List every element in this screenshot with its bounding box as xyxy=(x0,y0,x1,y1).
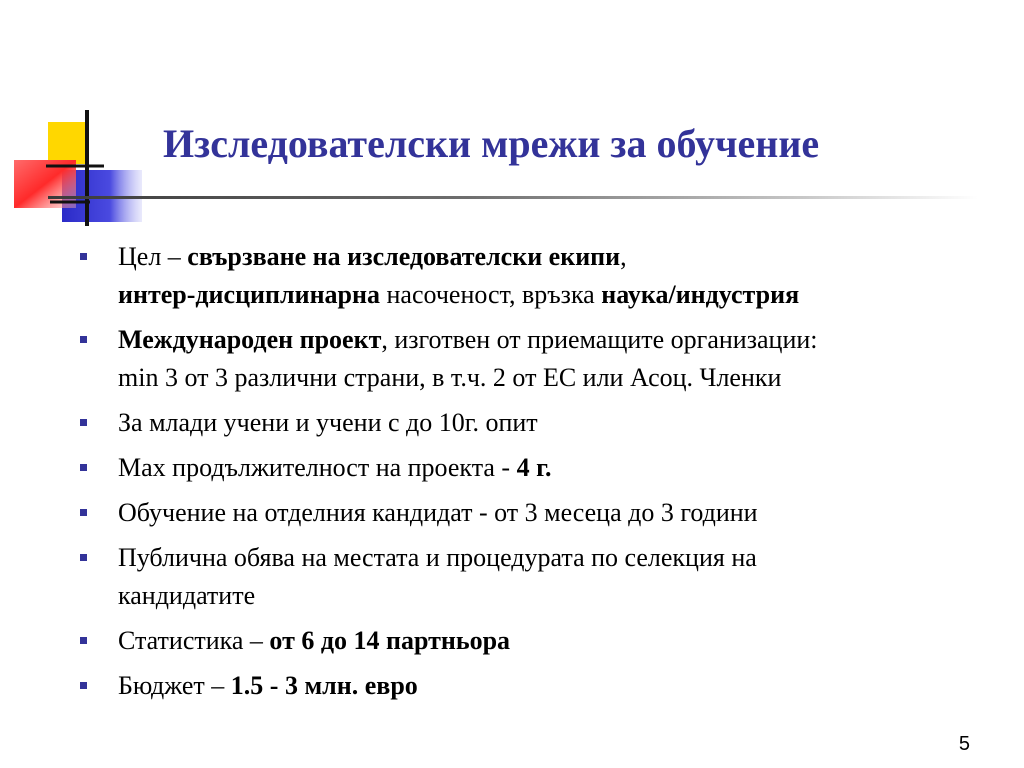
bullet-marker-icon xyxy=(80,509,87,516)
bullet-line xyxy=(118,321,980,359)
bullet-text-bold: наука/индустрия xyxy=(601,280,800,309)
bullet-line xyxy=(118,667,980,705)
bullet-marker-icon xyxy=(80,253,87,260)
bullet-text-bold: интер-дисциплинарна xyxy=(118,280,380,309)
bullet-marker-icon xyxy=(80,682,87,689)
bullet-text: насоченост, връзка xyxy=(380,280,602,309)
bullet-text: Max продължителност на проекта - xyxy=(118,453,517,482)
bullet-item xyxy=(80,449,980,487)
bullet-text: Обучение на отделния кандидат - от 3 месеца до 3 години xyxy=(118,498,758,527)
bullet-text: За млади учени и учени с до 10г. опит xyxy=(118,408,538,437)
bullet-text-bold: 1.5 - 3 млн. евро xyxy=(230,671,418,700)
slide-title: Изследователски мрежи за обучение xyxy=(163,121,820,166)
bullet-item xyxy=(80,494,980,532)
bullet-line xyxy=(118,577,980,615)
bullet-item xyxy=(80,622,980,660)
bullet-line xyxy=(118,449,980,487)
bullet-list xyxy=(80,238,980,712)
bullet-text-bold: 4 г. xyxy=(516,453,552,482)
bullet-text: Статистика – xyxy=(118,626,270,655)
bullet-marker-icon xyxy=(80,336,87,343)
bullet-item xyxy=(80,404,980,442)
title-divider xyxy=(48,196,978,199)
bullet-text: , изготвен от приемащите организации: xyxy=(381,325,818,354)
bullet-line xyxy=(118,359,980,397)
bullet-marker-icon xyxy=(80,554,87,561)
bullet-text: кандидатите xyxy=(118,581,256,610)
bullet-text: Бюджет – xyxy=(118,671,231,700)
bullet-text-bold: от 6 до 14 партньора xyxy=(269,626,511,655)
bullet-text-bold: Международен проект xyxy=(118,325,382,354)
bullet-text-bold: свързване на изследователски екипи xyxy=(187,242,621,271)
bullet-line xyxy=(118,539,980,577)
bullet-line xyxy=(118,404,980,442)
logo-yellow-square xyxy=(48,122,86,164)
bullet-marker-icon xyxy=(80,419,87,426)
bullet-text: Публична обява на местата и процедурата по селекция на xyxy=(118,543,757,572)
bullet-line xyxy=(118,622,980,660)
bullet-marker-icon xyxy=(80,637,87,644)
bullet-item xyxy=(80,667,980,705)
bullet-marker-icon xyxy=(80,464,87,471)
bullet-line xyxy=(118,238,980,276)
bullet-item xyxy=(80,238,980,314)
slide-logo-svg xyxy=(0,0,160,240)
page-number: 5 xyxy=(958,733,970,755)
slide-logo-decoration xyxy=(0,0,160,240)
bullet-text: min 3 от 3 различни страни, в т.ч. 2 от ЕС или Асоц. Членки xyxy=(118,363,782,392)
bullet-item xyxy=(80,321,980,397)
bullet-line xyxy=(118,494,980,532)
bullet-item xyxy=(80,539,980,615)
bullet-line xyxy=(118,276,980,314)
bullet-text: , xyxy=(620,242,627,271)
bullet-text: Цел – xyxy=(118,242,188,271)
